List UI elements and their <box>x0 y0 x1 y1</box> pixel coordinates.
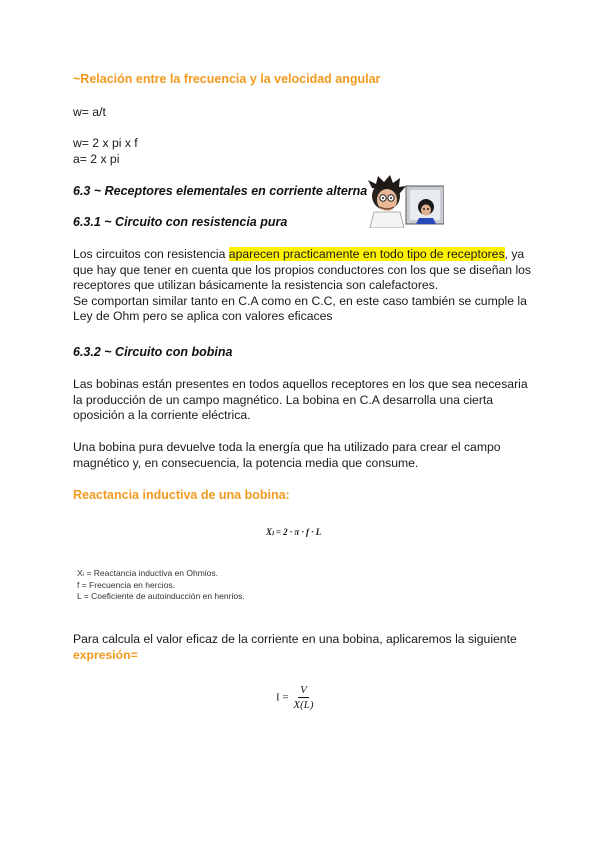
legend-l: L = Coeficiente de autoinducción en henrios. <box>77 591 245 601</box>
paragraph-resistencia-line-5: Ley de Ohm pero se aplica con valores eficaces <box>73 309 333 323</box>
expresion-label: expresión= <box>73 647 138 662</box>
equation-w-2pif: w= 2 x pi x f <box>73 136 138 150</box>
paragraph-resistencia-line-3: receptores que utilizan básicamente la resistencia son calefactores. <box>73 278 439 292</box>
equation-a-2pi: a= 2 x pi <box>73 152 120 166</box>
paragraph-bobina <box>73 377 533 424</box>
paragraph-valor-eficaz <box>73 632 543 663</box>
paragraph-bobina-pura-line-1: Una bobina pura devuelve toda la energía que ha utilizado para crear el campo <box>73 440 501 454</box>
reactancia-heading: Reactancia inductiva de una bobina: <box>73 488 290 502</box>
paragraph-bobina-pura <box>73 440 533 471</box>
heading-6-3-2: 6.3.2 ~ Circuito con bobina <box>73 345 233 359</box>
scientist-clipart <box>366 174 444 228</box>
paragraph-valor-eficaz-line-1: Para calcula el valor eficaz de la corriente en una bobina, aplicaremos la siguiente <box>73 632 517 646</box>
formula-corriente <box>276 684 316 711</box>
paragraph-resistencia-line-2: que hay que tener en cuenta que los propios conductores con los que se diseñan los <box>73 262 532 277</box>
formula-denominator: X(L) <box>293 699 314 711</box>
formula-legend <box>77 568 245 603</box>
relacion-heading: ~Relación entre la frecuencia y la velocidad angular <box>73 72 381 86</box>
heading-6-3: 6.3 ~ Receptores elementales en corriente alterna <box>73 184 368 198</box>
legend-f: f = Frecuencia en hercios. <box>77 579 176 590</box>
formula-corriente-lhs: I = <box>276 691 289 704</box>
highlighted-text: aparecen practicamente en todo tipo de receptores <box>228 247 505 261</box>
formula-numerator: V <box>300 684 307 696</box>
scientist-icon <box>366 174 444 228</box>
equation-w-at: w= a/t <box>73 105 106 119</box>
paragraph-resistencia-line-1: Los circuitos con resistencia aparecen practicamente en todo tipo de receptores, ya <box>73 247 525 261</box>
legend-xl: Xₗ = Reactancia inductiva en Ohmios. <box>77 568 219 578</box>
paragraph-resistencia-line-4: Se comportan similar tanto en C.A como en C.C, en este caso también se cumple la <box>73 293 527 308</box>
paragraph-resistencia <box>73 247 533 325</box>
paragraph-bobina-line-1: Las bobinas están presentes en todos aquellos receptores en los que sea necesaria <box>73 377 528 391</box>
formula-reactancia: Xₗ = 2 · π · f · L <box>266 527 322 537</box>
formula-fraction <box>291 684 315 711</box>
paragraph-bobina-pura-line-2: magnético y, en consecuencia, la potencia media que consume. <box>73 455 419 470</box>
heading-6-3-1: 6.3.1 ~ Circuito con resistencia pura <box>73 215 288 229</box>
paragraph-bobina-line-2: la producción de un campo magnético. La bobina en C.A desarrolla una cierta <box>73 392 494 407</box>
paragraph-bobina-line-3: oposición a la corriente eléctrica. <box>73 408 251 422</box>
